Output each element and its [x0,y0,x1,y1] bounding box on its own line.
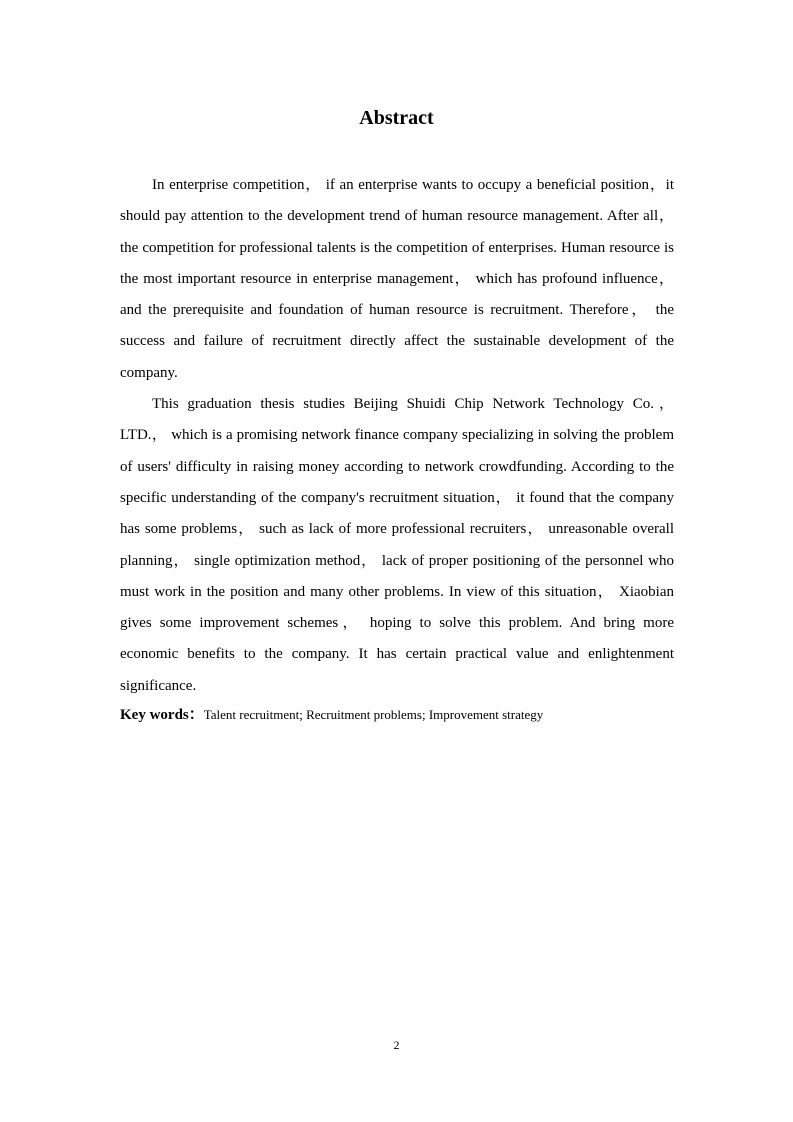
abstract-paragraph-2: This graduation thesis studies Beijing Shuidi Chip Network Technology Co.， LTD.， which is a promising network finance company specializing in solving the problem of users' difficulty in raising money according to network crowdfunding. According to the specific understanding of the company's recruitment situation， it found that the company has some problems， such as lack of more professional recruiters， unreasonable overall planning， single optimization method， lack of proper positioning of the personnel who must work in the position and many other problems. In view of this situation， Xiaobian gives some improvement schemes， hoping to solve this problem. And bring more economic benefits to the company. It has certain practical value and enlightenment significance. [120,396,674,694]
abstract-title: Abstract [359,107,434,129]
abstract-paragraph-1: In enterprise competition， if an enterprise wants to occupy a beneficial position，it should pay attention to the development trend of human resource management. After all， the competition for professional talents is the competition of enterprises. Human resource is the most important resource in enterprise management， which has profound influence， and the prerequisite and foundation of human resource is recruitment. Therefore， the success and failure of recruitment directly affect the sustainable development of the company. [120,177,674,381]
abstract-body [120,170,674,702]
keywords-label: Key words： [120,707,204,723]
keywords-text: Talent recruitment; Recruitment problems; Improvement strategy [203,707,544,722]
keywords-line [120,704,674,726]
page-number: 2 [393,1038,400,1052]
